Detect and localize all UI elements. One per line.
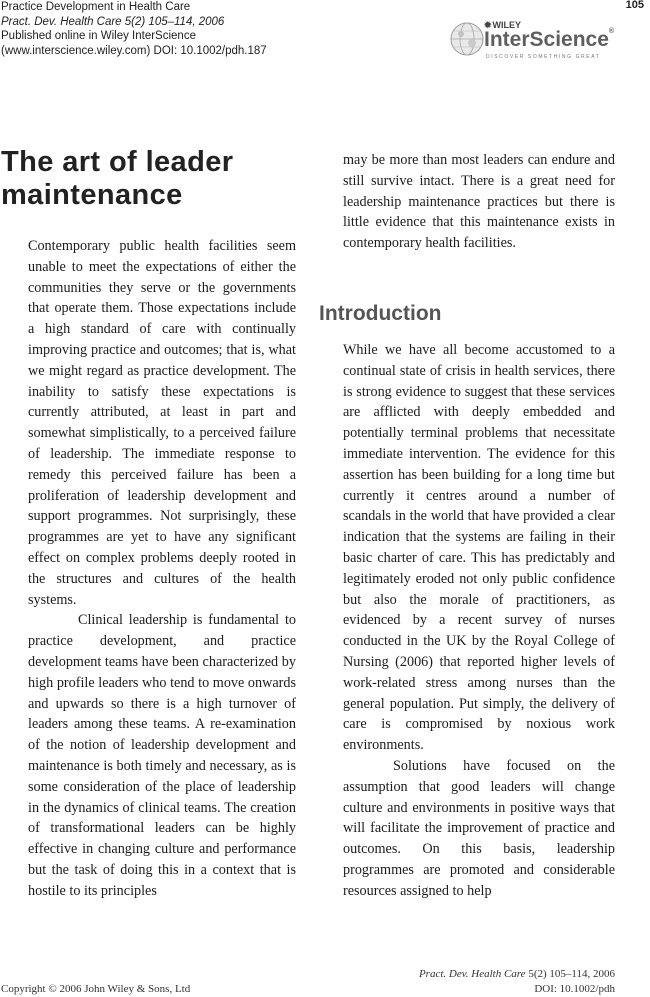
running-header — [1, 0, 267, 58]
footer-citation — [419, 967, 615, 997]
section-heading-introduction: Introduction — [319, 302, 442, 325]
registered-mark: ® — [608, 28, 615, 35]
title-line-1: The art of leader — [1, 146, 234, 178]
right-column-introduction — [343, 340, 615, 902]
doi-line: (www.interscience.wiley.com) DOI: 10.1002/pdh.187 — [1, 44, 267, 57]
article-title — [1, 146, 233, 212]
title-line-2: maintenance — [1, 179, 183, 211]
interscience-wordmark: InterScience — [484, 28, 609, 51]
left-column — [28, 236, 296, 902]
wiley-interscience-logo — [446, 18, 646, 62]
footer-doi: DOI: 10.1002/pdh — [534, 983, 615, 995]
introduction-paragraph-2: Solutions have focused on the assumption that good leaders will change culture and environments in positive ways that will facilitate the improvement of practice and outcomes. On this basis, leadership programmes are promoted and considerable resources assigned to help — [343, 757, 615, 899]
footer-journal: Pract. Dev. Health Care — [418, 968, 526, 980]
footer-volume: 5(2) 105–114, 2006 — [528, 968, 615, 980]
journal-citation: Pract. Dev. Health Care 5(2) 105–114, 2006 — [1, 15, 225, 28]
introduction-paragraph-1: While we have all become accustomed to a continual state of crisis in health services, there is strong evidence to suggest that these services are afflicted with deeply embedded and potentially terminal problems that necessitate immediate intervention. The evidence for this assertion has been building for a long time but currently it centres around a number of scandals in the world that have provided a clear indication that the systems are failing in their basic charter of care. This has predictably and legitimately eroded not only public confidence but also the morale of practitioners, as evidenced by a recent survey of nurses conducted in the UK by the Royal College of Nursing (2006) that reported higher levels of work-related stress among nurses than the general population. Put simply, the delivery of care is compromised by noxious work environments. — [343, 342, 615, 754]
globe-icon — [450, 22, 484, 56]
copyright-notice: Copyright © 2006 John Wiley & Sons, Ltd — [1, 983, 191, 995]
logo-tagline: DISCOVER SOMETHING GREAT — [486, 54, 601, 60]
wiley-star-icon: ✹ — [484, 20, 492, 30]
abstract-continuation: may be more than most leaders can endure and still survive intact. There is a great need for leadership maintenance practices but there is little evidence that this maintenance exists in contemporary health facilities. — [343, 152, 615, 252]
page-number: 105 — [625, 0, 644, 11]
wiley-wordmark: WILEY — [492, 20, 522, 30]
published-online: Published online in Wiley InterScience — [1, 30, 196, 42]
journal-name: Practice Development in Health Care — [1, 1, 191, 13]
right-column-top — [343, 150, 615, 254]
abstract-paragraph-1: Contemporary public health facilities seem unable to meet the expectations of either the communities they serve or the governments that operate them. Those expectations include a high standard of care with continually improving practice and outcomes; that is, what we might regard as practice development. The inability to satisfy these expectations is currently attributed, at least in part and somewhat simplistically, to a perceived failure of leadership. The immediate response to remedy this perceived failure has been a proliferation of leadership development and support programmes. Not surprisingly, these programmes are yet to have any significant effect on complex problems deeply rooted in the structures and cultures of the health systems. — [28, 238, 296, 608]
abstract-paragraph-2: Clinical leadership is fundamental to practice development, and practice development teams have been characterized by high profile leaders who tend to move onwards and upwards so there is a high turnover of leaders among these teams. A re-examination of the notion of leadership development and maintenance is both timely and necessary, as is some consideration of the place of leadership in the dynamics of clinical teams. The creation of transformational leaders can be highly effective in changing culture and performance but the task of doing this in a context that is hostile to its principles — [28, 612, 296, 899]
